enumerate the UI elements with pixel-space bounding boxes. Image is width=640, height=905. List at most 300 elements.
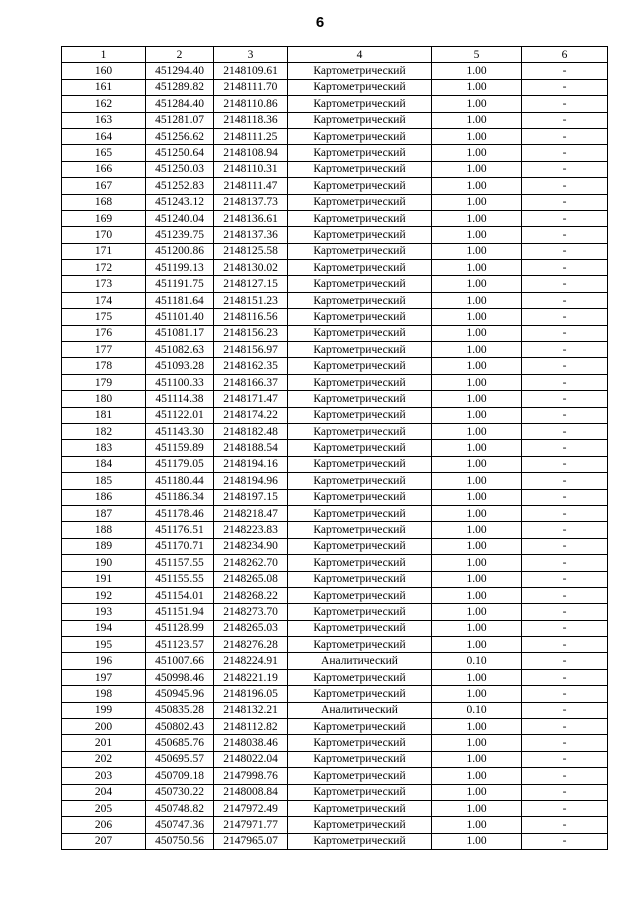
y-coordinate-cell: 2148156.97: [214, 342, 288, 358]
table-body: [62, 63, 608, 850]
table-row: [62, 210, 608, 226]
x-coordinate-cell: 451082.63: [146, 342, 214, 358]
y-coordinate-cell: 2148174.22: [214, 407, 288, 423]
accuracy-cell: 1.00: [432, 637, 522, 653]
note-cell: -: [522, 587, 608, 603]
accuracy-cell: 1.00: [432, 260, 522, 276]
y-coordinate-cell: 2148137.73: [214, 194, 288, 210]
y-coordinate-cell: 2148111.47: [214, 178, 288, 194]
accuracy-cell: 1.00: [432, 800, 522, 816]
accuracy-cell: 1.00: [432, 79, 522, 95]
table-row: [62, 505, 608, 521]
note-cell: -: [522, 719, 608, 735]
table-row: [62, 473, 608, 489]
x-coordinate-cell: 451154.01: [146, 587, 214, 603]
table-row: [62, 784, 608, 800]
accuracy-cell: 1.00: [432, 719, 522, 735]
x-coordinate-cell: 451256.62: [146, 128, 214, 144]
x-coordinate-cell: 451170.71: [146, 538, 214, 554]
table-row: [62, 96, 608, 112]
page-number: 6: [315, 14, 325, 31]
point-number-cell: 192: [62, 587, 146, 603]
y-coordinate-cell: 2147972.49: [214, 800, 288, 816]
note-cell: -: [522, 686, 608, 702]
note-cell: -: [522, 505, 608, 521]
point-number-cell: 181: [62, 407, 146, 423]
table-row: [62, 194, 608, 210]
x-coordinate-cell: 451239.75: [146, 227, 214, 243]
table-row: [62, 604, 608, 620]
method-cell: Картометрический: [288, 243, 432, 259]
accuracy-cell: 1.00: [432, 686, 522, 702]
accuracy-cell: 1.00: [432, 735, 522, 751]
method-cell: Картометрический: [288, 719, 432, 735]
method-cell: Картометрический: [288, 784, 432, 800]
accuracy-cell: 0.10: [432, 653, 522, 669]
note-cell: -: [522, 309, 608, 325]
method-cell: Картометрический: [288, 325, 432, 341]
x-coordinate-cell: 451093.28: [146, 358, 214, 374]
y-coordinate-cell: 2148273.70: [214, 604, 288, 620]
y-coordinate-cell: 2148022.04: [214, 751, 288, 767]
table-row: [62, 538, 608, 554]
note-cell: -: [522, 374, 608, 390]
y-coordinate-cell: 2148109.61: [214, 63, 288, 79]
point-number-cell: 186: [62, 489, 146, 505]
y-coordinate-cell: 2148111.25: [214, 128, 288, 144]
method-cell: Картометрический: [288, 210, 432, 226]
point-number-cell: 201: [62, 735, 146, 751]
method-cell: Картометрический: [288, 227, 432, 243]
note-cell: -: [522, 194, 608, 210]
y-coordinate-cell: 2148268.22: [214, 587, 288, 603]
x-coordinate-cell: 451199.13: [146, 260, 214, 276]
point-number-cell: 182: [62, 423, 146, 439]
column-header-5: 5: [432, 47, 522, 63]
point-number-cell: 178: [62, 358, 146, 374]
method-cell: Картометрический: [288, 637, 432, 653]
x-coordinate-cell: 451200.86: [146, 243, 214, 259]
method-cell: Картометрический: [288, 292, 432, 308]
point-number-cell: 198: [62, 686, 146, 702]
table-row: [62, 325, 608, 341]
table-row: [62, 358, 608, 374]
y-coordinate-cell: 2148137.36: [214, 227, 288, 243]
note-cell: -: [522, 440, 608, 456]
table-row: [62, 79, 608, 95]
note-cell: -: [522, 178, 608, 194]
x-coordinate-cell: 450695.57: [146, 751, 214, 767]
column-header-3: 3: [214, 47, 288, 63]
method-cell: Картометрический: [288, 128, 432, 144]
x-coordinate-cell: 451284.40: [146, 96, 214, 112]
table-row: [62, 63, 608, 79]
point-number-cell: 163: [62, 112, 146, 128]
accuracy-cell: 1.00: [432, 538, 522, 554]
y-coordinate-cell: 2148265.08: [214, 571, 288, 587]
point-number-cell: 190: [62, 555, 146, 571]
note-cell: -: [522, 325, 608, 341]
x-coordinate-cell: 451151.94: [146, 604, 214, 620]
method-cell: Картометрический: [288, 79, 432, 95]
note-cell: -: [522, 407, 608, 423]
method-cell: Картометрический: [288, 522, 432, 538]
accuracy-cell: 1.00: [432, 96, 522, 112]
accuracy-cell: 1.00: [432, 620, 522, 636]
accuracy-cell: 1.00: [432, 522, 522, 538]
point-number-cell: 187: [62, 505, 146, 521]
point-number-cell: 162: [62, 96, 146, 112]
x-coordinate-cell: 450802.43: [146, 719, 214, 735]
x-coordinate-cell: 451114.38: [146, 391, 214, 407]
accuracy-cell: 1.00: [432, 358, 522, 374]
x-coordinate-cell: 451128.99: [146, 620, 214, 636]
x-coordinate-cell: 451101.40: [146, 309, 214, 325]
method-cell: Картометрический: [288, 145, 432, 161]
point-number-cell: 166: [62, 161, 146, 177]
accuracy-cell: 1.00: [432, 833, 522, 849]
point-number-cell: 207: [62, 833, 146, 849]
point-number-cell: 185: [62, 473, 146, 489]
accuracy-cell: 1.00: [432, 309, 522, 325]
x-coordinate-cell: 450730.22: [146, 784, 214, 800]
x-coordinate-cell: 451252.83: [146, 178, 214, 194]
y-coordinate-cell: 2148151.23: [214, 292, 288, 308]
accuracy-cell: 1.00: [432, 423, 522, 439]
y-coordinate-cell: 2148194.16: [214, 456, 288, 472]
x-coordinate-cell: 451007.66: [146, 653, 214, 669]
note-cell: -: [522, 604, 608, 620]
point-number-cell: 161: [62, 79, 146, 95]
y-coordinate-cell: 2148182.48: [214, 423, 288, 439]
x-coordinate-cell: 451281.07: [146, 112, 214, 128]
note-cell: -: [522, 276, 608, 292]
table-row: [62, 735, 608, 751]
table-row: [62, 309, 608, 325]
x-coordinate-cell: 451123.57: [146, 637, 214, 653]
x-coordinate-cell: 450747.36: [146, 817, 214, 833]
table-row: [62, 555, 608, 571]
accuracy-cell: 1.00: [432, 161, 522, 177]
table-row: [62, 243, 608, 259]
note-cell: -: [522, 112, 608, 128]
table-row: [62, 800, 608, 816]
column-header-2: 2: [146, 47, 214, 63]
y-coordinate-cell: 2148118.36: [214, 112, 288, 128]
accuracy-cell: 1.00: [432, 604, 522, 620]
y-coordinate-cell: 2148127.15: [214, 276, 288, 292]
x-coordinate-cell: 451191.75: [146, 276, 214, 292]
method-cell: Картометрический: [288, 571, 432, 587]
accuracy-cell: 1.00: [432, 63, 522, 79]
point-number-cell: 172: [62, 260, 146, 276]
table-row: [62, 751, 608, 767]
x-coordinate-cell: 450998.46: [146, 669, 214, 685]
table-row: [62, 145, 608, 161]
accuracy-cell: 1.00: [432, 178, 522, 194]
accuracy-cell: 1.00: [432, 768, 522, 784]
x-coordinate-cell: 451180.44: [146, 473, 214, 489]
point-number-cell: 169: [62, 210, 146, 226]
point-number-cell: 165: [62, 145, 146, 161]
accuracy-cell: 1.00: [432, 243, 522, 259]
x-coordinate-cell: 450750.56: [146, 833, 214, 849]
point-number-cell: 205: [62, 800, 146, 816]
point-number-cell: 204: [62, 784, 146, 800]
note-cell: -: [522, 227, 608, 243]
note-cell: -: [522, 637, 608, 653]
method-cell: Картометрический: [288, 440, 432, 456]
note-cell: -: [522, 96, 608, 112]
point-number-cell: 183: [62, 440, 146, 456]
point-number-cell: 164: [62, 128, 146, 144]
y-coordinate-cell: 2148194.96: [214, 473, 288, 489]
method-cell: Картометрический: [288, 342, 432, 358]
accuracy-cell: 1.00: [432, 407, 522, 423]
note-cell: -: [522, 751, 608, 767]
y-coordinate-cell: 2148156.23: [214, 325, 288, 341]
note-cell: -: [522, 653, 608, 669]
x-coordinate-cell: 450685.76: [146, 735, 214, 751]
point-number-cell: 177: [62, 342, 146, 358]
method-cell: Картометрический: [288, 112, 432, 128]
y-coordinate-cell: 2148125.58: [214, 243, 288, 259]
y-coordinate-cell: 2148196.05: [214, 686, 288, 702]
accuracy-cell: 1.00: [432, 751, 522, 767]
table-row: [62, 833, 608, 849]
accuracy-cell: 1.00: [432, 342, 522, 358]
note-cell: -: [522, 833, 608, 849]
method-cell: Картометрический: [288, 391, 432, 407]
accuracy-cell: 1.00: [432, 227, 522, 243]
method-cell: Картометрический: [288, 833, 432, 849]
point-number-cell: 203: [62, 768, 146, 784]
y-coordinate-cell: 2148116.56: [214, 309, 288, 325]
y-coordinate-cell: 2147965.07: [214, 833, 288, 849]
point-number-cell: 196: [62, 653, 146, 669]
column-header-6: 6: [522, 47, 608, 63]
note-cell: -: [522, 620, 608, 636]
accuracy-cell: 1.00: [432, 128, 522, 144]
point-number-cell: 200: [62, 719, 146, 735]
accuracy-cell: 1.00: [432, 391, 522, 407]
table-row: [62, 571, 608, 587]
x-coordinate-cell: 451143.30: [146, 423, 214, 439]
table-row: [62, 178, 608, 194]
note-cell: -: [522, 473, 608, 489]
method-cell: Картометрический: [288, 751, 432, 767]
accuracy-cell: 1.00: [432, 440, 522, 456]
note-cell: -: [522, 243, 608, 259]
point-number-cell: 179: [62, 374, 146, 390]
point-number-cell: 195: [62, 637, 146, 653]
method-cell: Картометрический: [288, 407, 432, 423]
note-cell: -: [522, 456, 608, 472]
x-coordinate-cell: 451240.04: [146, 210, 214, 226]
y-coordinate-cell: 2148110.86: [214, 96, 288, 112]
y-coordinate-cell: 2148276.28: [214, 637, 288, 653]
y-coordinate-cell: 2148008.84: [214, 784, 288, 800]
accuracy-cell: 1.00: [432, 489, 522, 505]
table-row: [62, 440, 608, 456]
method-cell: Картометрический: [288, 161, 432, 177]
table-row: [62, 702, 608, 718]
point-number-cell: 176: [62, 325, 146, 341]
table-header: [62, 47, 608, 63]
point-number-cell: 160: [62, 63, 146, 79]
table-row: [62, 817, 608, 833]
y-coordinate-cell: 2148110.31: [214, 161, 288, 177]
point-number-cell: 180: [62, 391, 146, 407]
accuracy-cell: 1.00: [432, 292, 522, 308]
method-cell: Картометрический: [288, 620, 432, 636]
method-cell: Картометрический: [288, 276, 432, 292]
note-cell: -: [522, 555, 608, 571]
accuracy-cell: 1.00: [432, 571, 522, 587]
note-cell: -: [522, 800, 608, 816]
note-cell: -: [522, 669, 608, 685]
x-coordinate-cell: 450748.82: [146, 800, 214, 816]
method-cell: Картометрический: [288, 309, 432, 325]
point-number-cell: 199: [62, 702, 146, 718]
note-cell: -: [522, 79, 608, 95]
y-coordinate-cell: 2148136.61: [214, 210, 288, 226]
y-coordinate-cell: 2147971.77: [214, 817, 288, 833]
x-coordinate-cell: 451100.33: [146, 374, 214, 390]
method-cell: Картометрический: [288, 358, 432, 374]
point-number-cell: 175: [62, 309, 146, 325]
method-cell: Картометрический: [288, 604, 432, 620]
coordinates-table: [61, 46, 608, 850]
method-cell: Картометрический: [288, 505, 432, 521]
table-row: [62, 292, 608, 308]
point-number-cell: 194: [62, 620, 146, 636]
x-coordinate-cell: 451186.34: [146, 489, 214, 505]
y-coordinate-cell: 2148132.21: [214, 702, 288, 718]
point-number-cell: 189: [62, 538, 146, 554]
point-number-cell: 188: [62, 522, 146, 538]
table-row: [62, 587, 608, 603]
method-cell: Картометрический: [288, 800, 432, 816]
y-coordinate-cell: 2148171.47: [214, 391, 288, 407]
y-coordinate-cell: 2148162.35: [214, 358, 288, 374]
accuracy-cell: 1.00: [432, 555, 522, 571]
method-cell: Картометрический: [288, 669, 432, 685]
x-coordinate-cell: 450945.96: [146, 686, 214, 702]
accuracy-cell: 1.00: [432, 473, 522, 489]
method-cell: Картометрический: [288, 456, 432, 472]
table-row: [62, 489, 608, 505]
note-cell: -: [522, 423, 608, 439]
y-coordinate-cell: 2148262.70: [214, 555, 288, 571]
point-number-cell: 174: [62, 292, 146, 308]
x-coordinate-cell: 451181.64: [146, 292, 214, 308]
method-cell: Картометрический: [288, 423, 432, 439]
header-row: [62, 47, 608, 63]
point-number-cell: 167: [62, 178, 146, 194]
method-cell: Картометрический: [288, 194, 432, 210]
x-coordinate-cell: 451179.05: [146, 456, 214, 472]
accuracy-cell: 1.00: [432, 587, 522, 603]
note-cell: -: [522, 161, 608, 177]
method-cell: Картометрический: [288, 178, 432, 194]
accuracy-cell: 1.00: [432, 145, 522, 161]
table-row: [62, 423, 608, 439]
accuracy-cell: 1.00: [432, 374, 522, 390]
table-row: [62, 669, 608, 685]
point-number-cell: 206: [62, 817, 146, 833]
method-cell: Картометрический: [288, 473, 432, 489]
table-row: [62, 637, 608, 653]
method-cell: Аналитический: [288, 702, 432, 718]
note-cell: -: [522, 358, 608, 374]
note-cell: -: [522, 489, 608, 505]
accuracy-cell: 1.00: [432, 817, 522, 833]
table-row: [62, 719, 608, 735]
table-row: [62, 768, 608, 784]
y-coordinate-cell: 2148197.15: [214, 489, 288, 505]
method-cell: Картометрический: [288, 260, 432, 276]
method-cell: Картометрический: [288, 538, 432, 554]
table-row: [62, 620, 608, 636]
table-row: [62, 161, 608, 177]
table-row: [62, 276, 608, 292]
x-coordinate-cell: 451250.03: [146, 161, 214, 177]
note-cell: -: [522, 391, 608, 407]
point-number-cell: 170: [62, 227, 146, 243]
y-coordinate-cell: 2148166.37: [214, 374, 288, 390]
point-number-cell: 184: [62, 456, 146, 472]
y-coordinate-cell: 2147998.76: [214, 768, 288, 784]
accuracy-cell: 1.00: [432, 669, 522, 685]
x-coordinate-cell: 450709.18: [146, 768, 214, 784]
method-cell: Аналитический: [288, 653, 432, 669]
x-coordinate-cell: 451122.01: [146, 407, 214, 423]
table-row: [62, 260, 608, 276]
point-number-cell: 173: [62, 276, 146, 292]
accuracy-cell: 1.00: [432, 456, 522, 472]
method-cell: Картометрический: [288, 817, 432, 833]
y-coordinate-cell: 2148234.90: [214, 538, 288, 554]
table-row: [62, 227, 608, 243]
y-coordinate-cell: 2148223.83: [214, 522, 288, 538]
table-row: [62, 391, 608, 407]
y-coordinate-cell: 2148221.19: [214, 669, 288, 685]
x-coordinate-cell: 451159.89: [146, 440, 214, 456]
accuracy-cell: 1.00: [432, 112, 522, 128]
accuracy-cell: 1.00: [432, 210, 522, 226]
accuracy-cell: 1.00: [432, 505, 522, 521]
note-cell: -: [522, 210, 608, 226]
table-row: [62, 128, 608, 144]
x-coordinate-cell: 451243.12: [146, 194, 214, 210]
x-coordinate-cell: 451250.64: [146, 145, 214, 161]
note-cell: -: [522, 292, 608, 308]
y-coordinate-cell: 2148038.46: [214, 735, 288, 751]
y-coordinate-cell: 2148111.70: [214, 79, 288, 95]
y-coordinate-cell: 2148218.47: [214, 505, 288, 521]
note-cell: -: [522, 63, 608, 79]
x-coordinate-cell: 451294.40: [146, 63, 214, 79]
note-cell: -: [522, 768, 608, 784]
y-coordinate-cell: 2148224.91: [214, 653, 288, 669]
y-coordinate-cell: 2148130.02: [214, 260, 288, 276]
table-row: [62, 456, 608, 472]
note-cell: -: [522, 342, 608, 358]
table-row: [62, 653, 608, 669]
note-cell: -: [522, 735, 608, 751]
x-coordinate-cell: 450835.28: [146, 702, 214, 718]
